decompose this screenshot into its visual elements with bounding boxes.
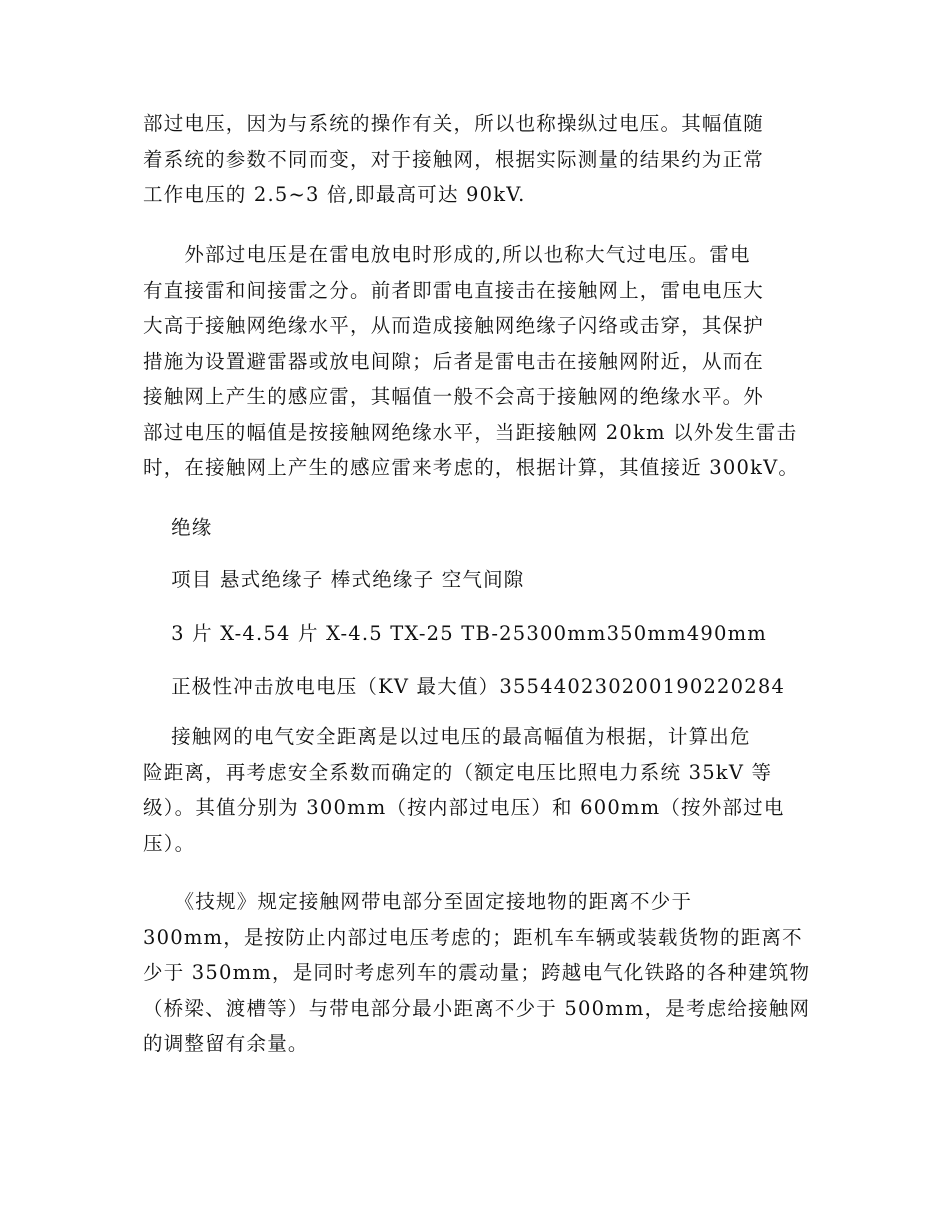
- text-line: 工作电压的 2.5~3 倍,即最高可达 90kV.: [143, 183, 526, 206]
- text-line: 3 片 X-4.54 片 X-4.5 TX-25 TB-25300mm350mm490mm: [143, 622, 767, 645]
- paragraph-safety-distance: [143, 719, 813, 861]
- text-line: 部过电压的幅值是按接触网绝缘水平，当距接触网 20km 以外发生雷击: [143, 420, 798, 444]
- paragraph-external-overvoltage: [143, 237, 813, 486]
- text-line: 大高于接触网绝缘水平，从而造成接触网绝缘子闪络或击穿，其保护: [143, 314, 765, 337]
- text-line: 有直接雷和间接雷之分。前者即雷电直接击在接触网上，雷电电压大: [143, 278, 765, 302]
- text-line: 绝缘: [143, 516, 213, 539]
- text-line: 外部过电压是在雷电放电时形成的,所以也称大气过电压。雷电: [143, 243, 751, 266]
- paragraph-table-spec-row: [143, 616, 813, 652]
- text-line: 险距离，再考虑安全系数而确定的（额定电压比照电力系统 35kV 等: [143, 760, 773, 784]
- text-line: 时，在接触网上产生的感应雷来考虑的，根据计算，其值接近 300kV。: [143, 456, 800, 479]
- text-line: 压）。: [143, 831, 196, 855]
- text-line: 《技规》规定接触网带电部分至固定接地物的距离不少于: [143, 890, 693, 913]
- text-line: 接触网的电气安全距离是以过电压的最高幅值为根据，计算出危: [143, 725, 751, 748]
- text-line: 正极性冲击放电电压（KV 最大值）355440230200190220284: [143, 675, 786, 698]
- text-line: 级）。其值分别为 300mm（按内部过电压）和 600mm（按外部过电: [143, 796, 785, 819]
- text-line: 着系统的参数不同而变，对于接触网，根据实际测量的结果约为正常: [143, 147, 765, 171]
- text-line: （桥梁、渡槽等）与带电部分最小距离不少于 500mm，是考虑给接触网: [143, 996, 811, 1020]
- text-line: 接触网上产生的感应雷，其幅值一般不会高于接触网的绝缘水平。外: [143, 385, 765, 408]
- text-line: 部过电压，因为与系统的操作有关，所以也称操纵过电压。其幅值随: [143, 112, 765, 135]
- text-line: 的调整留有余量。: [143, 1032, 309, 1055]
- paragraph-technical-regulations: [143, 884, 813, 1062]
- text-line: 措施为设置避雷器或放电间隙；后者是雷电击在接触网附近，从而在: [143, 349, 765, 373]
- paragraph-table-header: [143, 562, 813, 598]
- text-line: 项目 悬式绝缘子 棒式绝缘子 空气间隙: [143, 568, 525, 591]
- paragraph-table-voltage-row: [143, 669, 813, 705]
- text-line: 少于 350mm，是同时考虑列车的震动量；跨越电气化铁路的各种建筑物: [143, 961, 811, 984]
- paragraph-insulation-heading: [143, 510, 813, 546]
- text-line: 300mm，是按防止内部过电压考虑的；距机车车辆或装载货物的距离不: [143, 925, 803, 949]
- paragraph-internal-overvoltage: [143, 106, 813, 213]
